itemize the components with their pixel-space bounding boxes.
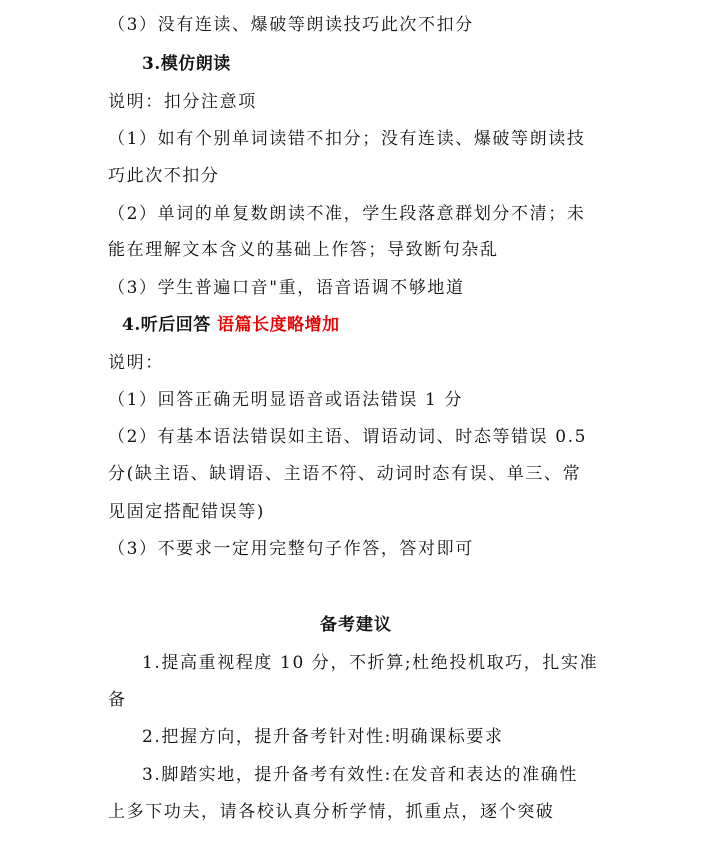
text-line: （1）回答正确无明显语音或语法错误 1 分 (108, 390, 464, 410)
text-line: （2）有基本语法错误如主语、谓语动词、时态等错误 0.5 (108, 427, 588, 447)
text-line: （3）不要求一定用完整句子作答，答对即可 (108, 539, 474, 559)
section-heading-listen-answer (122, 313, 340, 337)
text-line: 巧此次不扣分 (108, 166, 220, 186)
text-line: （3）没有连读、爆破等朗读技巧此次不扣分 (108, 15, 474, 35)
section-title-exam-advice: 备考建议 (320, 615, 392, 635)
text-line: （2）单词的单复数朗读不准，学生段落意群划分不清；未 (108, 204, 586, 224)
text-line: 能在理解文本含义的基础上作答；导致断句杂乱 (108, 240, 499, 260)
highlight-note: 语篇长度略增加 (217, 315, 340, 335)
text-line: 2.把握方向，提升备考针对性:明确课标要求 (142, 727, 504, 747)
section-heading-imitation-reading: 3.模仿朗读 (142, 54, 231, 74)
section-heading-text: 4.听后回答 (122, 315, 211, 335)
text-line: （1）如有个别单词读错不扣分；没有连读、爆破等朗读技 (108, 129, 586, 149)
text-line: 备 (108, 690, 127, 710)
text-line: 上多下功夫，请各校认真分析学情，抓重点，逐个突破 (108, 802, 555, 822)
text-line: 1.提高重视程度 10 分，不折算;杜绝投机取巧，扎实准 (142, 653, 599, 673)
text-line: （3）学生普遍口音"重，语音语调不够地道 (108, 278, 465, 298)
text-line: 说明：扣分注意项 (108, 92, 257, 112)
text-line: 3.脚踏实地，提升备考有效性:在发音和表达的准确性 (142, 765, 578, 785)
text-line: 见固定搭配错误等) (108, 502, 266, 522)
text-line: 分(缺主语、缺谓语、主语不符、动词时态有误、单三、常 (108, 464, 582, 484)
text-line: 说明： (108, 353, 164, 373)
